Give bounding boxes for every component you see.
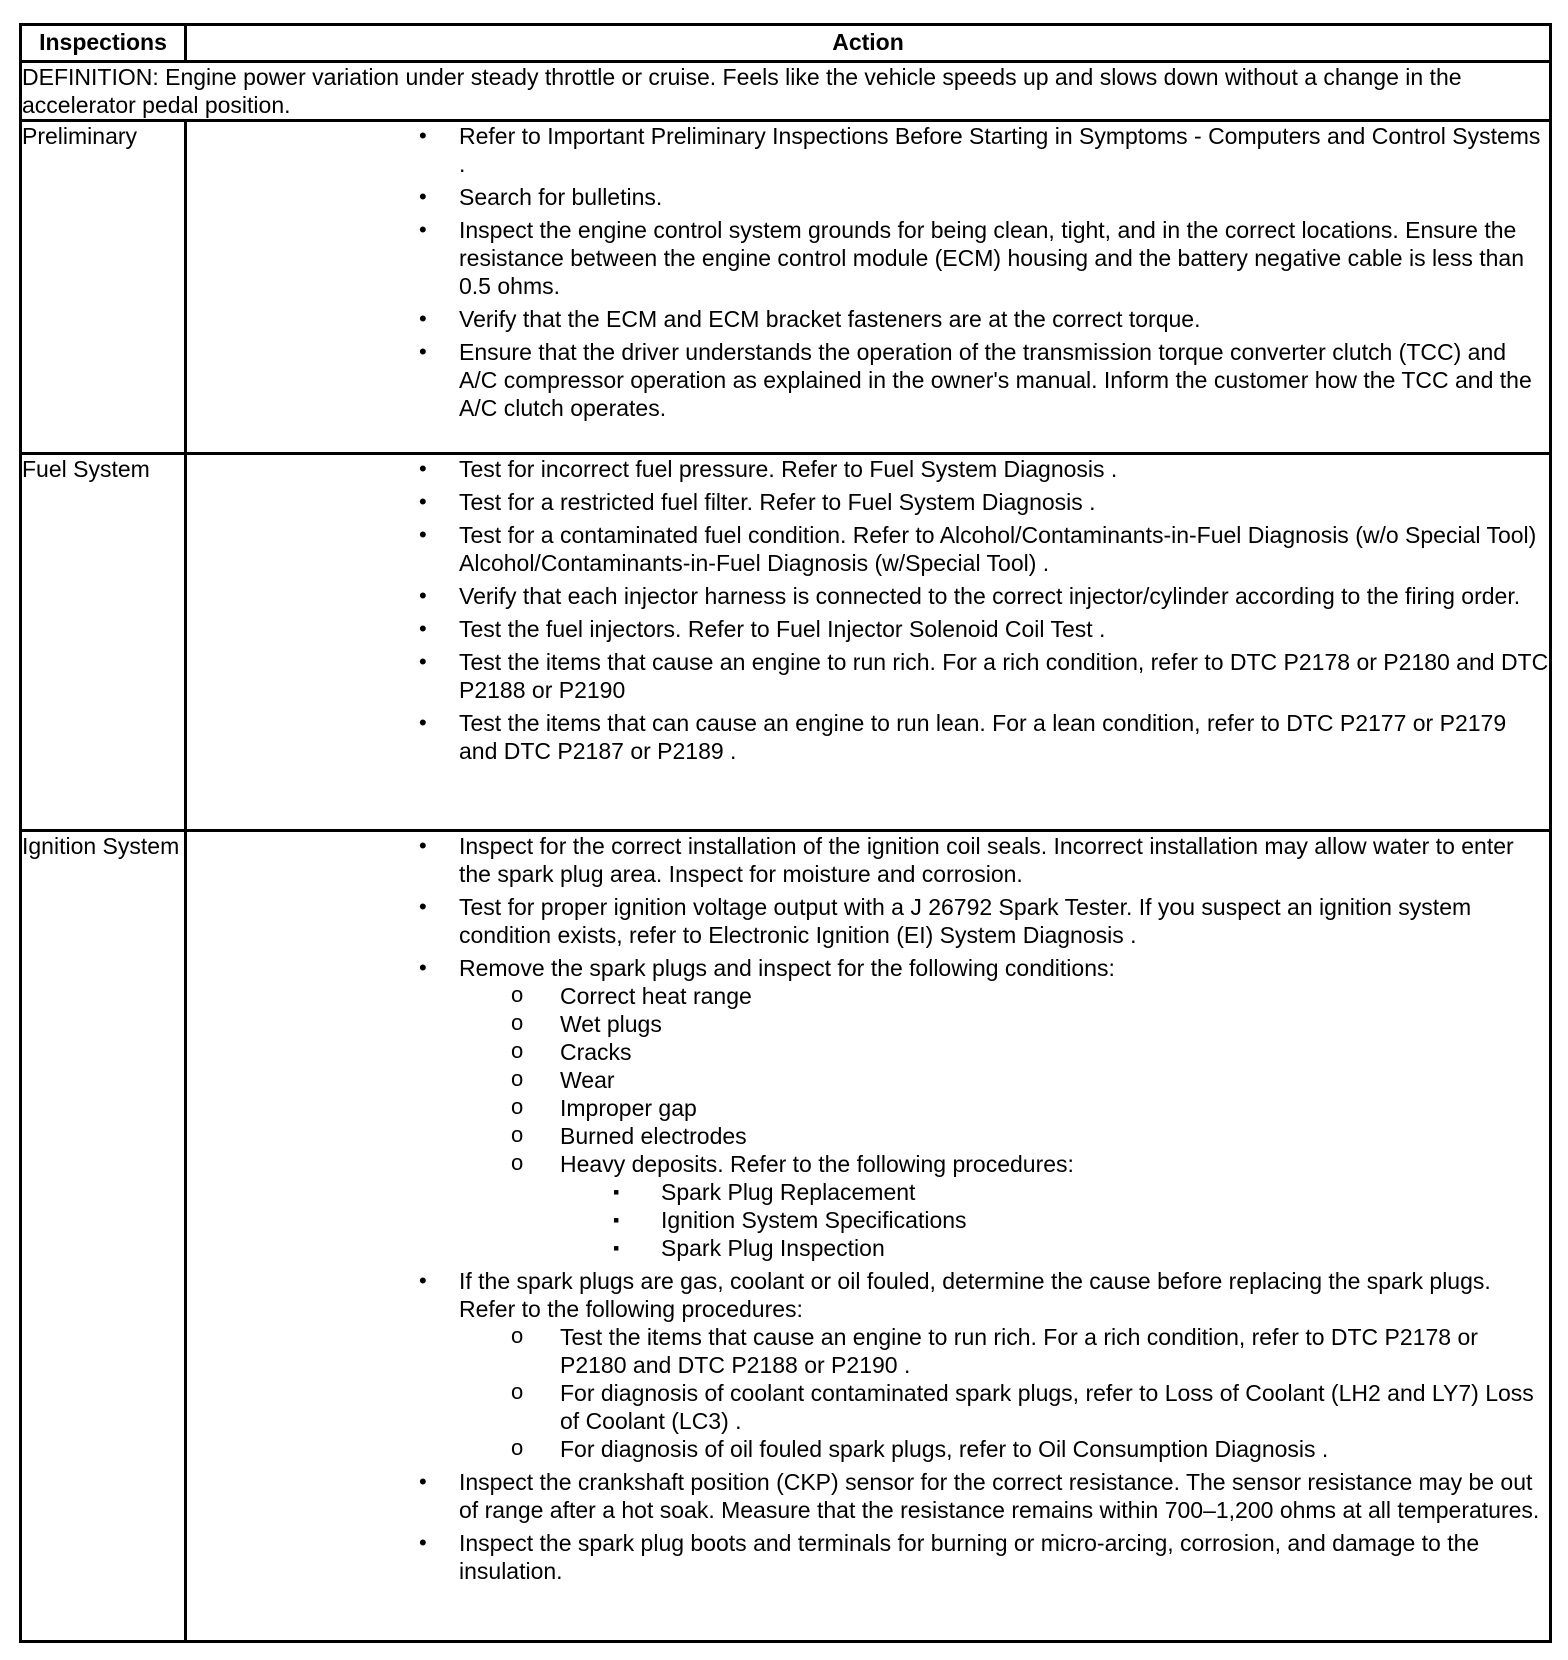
bullet-marker: ▪ bbox=[613, 1210, 620, 1230]
sub-list bbox=[459, 982, 1549, 1262]
action-item bbox=[187, 1267, 1549, 1463]
sub-item bbox=[459, 1150, 1549, 1262]
row-ignition-system bbox=[21, 831, 1551, 1642]
inspection-name: Preliminary bbox=[21, 121, 186, 454]
sub-item bbox=[459, 1038, 1549, 1066]
item-text: Wet plugs bbox=[560, 1011, 662, 1037]
action-item bbox=[187, 954, 1549, 1262]
item-text: Improper gap bbox=[560, 1095, 697, 1121]
item-text: Test the fuel injectors. Refer to Fuel Injector Solenoid Coil Test . bbox=[459, 616, 1106, 642]
sub-item bbox=[459, 1435, 1549, 1463]
item-text: Test for incorrect fuel pressure. Refer to Fuel System Diagnosis . bbox=[459, 456, 1118, 482]
sub-item bbox=[459, 982, 1549, 1010]
action-item bbox=[187, 1468, 1549, 1524]
bullet-marker: o bbox=[511, 1379, 524, 1404]
item-text: Heavy deposits. Refer to the following procedures: bbox=[560, 1151, 1074, 1177]
action-item bbox=[187, 615, 1549, 643]
action-item bbox=[187, 183, 1549, 211]
item-text: Ignition System Specifications bbox=[661, 1207, 967, 1233]
action-item bbox=[187, 521, 1549, 577]
sub-item bbox=[459, 1010, 1549, 1038]
action-item bbox=[187, 1529, 1549, 1585]
item-text: Inspect the engine control system grounds for being clean, tight, and in the correct locations. Ensure the resistance between the engine control module (ECM) housing and the battery negative cable is less than 0.5 ohms. bbox=[459, 217, 1525, 299]
item-text: Cracks bbox=[560, 1039, 632, 1065]
item-text: For diagnosis of coolant contaminated spark plugs, refer to Loss of Coolant (LH2 and LY7) Loss of Coolant (LC3) . bbox=[560, 1380, 1534, 1434]
bullet-marker: • bbox=[419, 583, 427, 608]
inspections-table bbox=[19, 23, 1552, 1643]
header-inspections: Inspections bbox=[21, 25, 186, 62]
bullet-marker: • bbox=[419, 616, 427, 641]
action-item bbox=[187, 216, 1549, 300]
sub-item bbox=[459, 1323, 1549, 1379]
sub-item bbox=[459, 1379, 1549, 1435]
action-item bbox=[187, 488, 1549, 516]
sub-list bbox=[560, 1178, 1549, 1262]
item-text: Spark Plug Replacement bbox=[661, 1179, 916, 1205]
action-item bbox=[187, 338, 1549, 422]
action-item bbox=[187, 455, 1549, 483]
inspection-name: Fuel System bbox=[21, 454, 186, 831]
bullet-marker: ▪ bbox=[613, 1182, 620, 1202]
item-text: Wear bbox=[560, 1067, 615, 1093]
item-text: Spark Plug Inspection bbox=[661, 1235, 885, 1261]
row-preliminary bbox=[21, 121, 1551, 454]
document bbox=[19, 23, 1549, 1643]
item-text: Correct heat range bbox=[560, 983, 752, 1009]
bullet-marker: o bbox=[511, 1435, 524, 1460]
bullet-marker: • bbox=[419, 123, 427, 148]
item-text: Test for a contaminated fuel condition. Refer to Alcohol/Contaminants-in-Fuel Diagnosis (w/o Special Tool) Alcohol/Contaminants-in-Fuel Diagnosis (w/Special Tool) . bbox=[459, 522, 1537, 576]
item-text: Test the items that can cause an engine to run lean. For a lean condition, refer to DTC P2177 or P2179 and DTC P2187 or P2189 . bbox=[459, 710, 1507, 764]
sub-item bbox=[459, 1122, 1549, 1150]
bullet-marker: o bbox=[511, 982, 524, 1007]
item-text: Inspect the spark plug boots and terminals for burning or micro-arcing, corrosion, and damage to the insulation. bbox=[459, 1530, 1480, 1584]
bullet-marker: o bbox=[511, 1038, 524, 1063]
sub-item bbox=[560, 1178, 1549, 1206]
sub-list bbox=[459, 1323, 1549, 1463]
bullet-marker: o bbox=[511, 1094, 524, 1119]
item-text: Burned electrodes bbox=[560, 1123, 747, 1149]
item-text: Test the items that cause an engine to run rich. For a rich condition, refer to DTC P2178 or P2180 and DTC P2188 or P2190 bbox=[459, 649, 1549, 703]
action-list bbox=[187, 455, 1549, 765]
action-item bbox=[187, 648, 1549, 704]
bullet-marker: • bbox=[419, 339, 427, 364]
bullet-marker: • bbox=[419, 306, 427, 331]
item-text: Verify that the ECM and ECM bracket fasteners are at the correct torque. bbox=[459, 306, 1201, 332]
bullet-marker: • bbox=[419, 522, 427, 547]
action-cell bbox=[186, 831, 1551, 1642]
action-item bbox=[187, 709, 1549, 765]
sub-item bbox=[459, 1066, 1549, 1094]
item-text: Inspect for the correct installation of the ignition coil seals. Incorrect installation may allow water to enter the spark plug area. Inspect for moisture and corrosion. bbox=[459, 833, 1514, 887]
bullet-marker: • bbox=[419, 955, 427, 980]
bullet-marker: o bbox=[511, 1323, 524, 1348]
bullet-marker: • bbox=[419, 649, 427, 674]
action-item bbox=[187, 893, 1549, 949]
bullet-marker: • bbox=[419, 833, 427, 858]
bullet-marker: • bbox=[419, 894, 427, 919]
bullet-marker: • bbox=[419, 1268, 427, 1293]
action-item bbox=[187, 305, 1549, 333]
bullet-marker: o bbox=[511, 1150, 524, 1175]
action-cell bbox=[186, 121, 1551, 454]
action-item bbox=[187, 582, 1549, 610]
item-text: Refer to Important Preliminary Inspections Before Starting in Symptoms - Computers and Control Systems . bbox=[459, 123, 1541, 177]
item-text: If the spark plugs are gas, coolant or oil fouled, determine the cause before replacing the spark plugs. Refer to the following procedures: bbox=[459, 1268, 1491, 1322]
action-item bbox=[187, 122, 1549, 178]
item-text: Test for a restricted fuel filter. Refer to Fuel System Diagnosis . bbox=[459, 489, 1096, 515]
bullet-marker: • bbox=[419, 489, 427, 514]
sub-item bbox=[560, 1234, 1549, 1262]
item-text: For diagnosis of oil fouled spark plugs, refer to Oil Consumption Diagnosis . bbox=[560, 1436, 1329, 1462]
bullet-marker: ▪ bbox=[613, 1238, 620, 1258]
action-item bbox=[187, 832, 1549, 888]
bullet-marker: o bbox=[511, 1066, 524, 1091]
item-text: Ensure that the driver understands the operation of the transmission torque converter clutch (TCC) and A/C compressor operation as explained in the owner's manual. Inform the customer how the TCC and the A/C clutch operates. bbox=[459, 339, 1532, 421]
bullet-marker: • bbox=[419, 456, 427, 481]
bullet-marker: • bbox=[419, 217, 427, 242]
bullet-marker: • bbox=[419, 710, 427, 735]
header-row bbox=[21, 25, 1551, 62]
sub-item bbox=[560, 1206, 1549, 1234]
item-text: Test the items that cause an engine to run rich. For a rich condition, refer to DTC P2178 or P2180 and DTC P2188 or P2190 . bbox=[560, 1324, 1478, 1378]
item-text: Inspect the crankshaft position (CKP) sensor for the correct resistance. The sensor resistance may be out of range after a hot soak. Measure that the resistance remains within 700–1,200 ohms at all temperatures. bbox=[459, 1469, 1540, 1523]
bullet-marker: o bbox=[511, 1010, 524, 1035]
item-text: Remove the spark plugs and inspect for the following conditions: bbox=[459, 955, 1115, 981]
bullet-marker: • bbox=[419, 184, 427, 209]
header-action: Action bbox=[186, 25, 1551, 62]
bullet-marker: o bbox=[511, 1122, 524, 1147]
sub-item bbox=[459, 1094, 1549, 1122]
action-list bbox=[187, 832, 1549, 1585]
bullet-marker: • bbox=[419, 1530, 427, 1555]
action-list bbox=[187, 122, 1549, 422]
action-cell bbox=[186, 454, 1551, 831]
item-text: Search for bulletins. bbox=[459, 184, 663, 210]
row-fuel-system bbox=[21, 454, 1551, 831]
bullet-marker: • bbox=[419, 1469, 427, 1494]
item-text: Test for proper ignition voltage output with a J 26792 Spark Tester. If you suspect an ignition system condition exists, refer to Electronic Ignition (EI) System Diagnosis . bbox=[459, 894, 1472, 948]
definition-text: DEFINITION: Engine power variation under steady throttle or cruise. Feels like the vehicle speeds up and slows down without a change in the accelerator pedal position. bbox=[21, 62, 1551, 121]
item-text: Verify that each injector harness is connected to the correct injector/cylinder according to the firing order. bbox=[459, 583, 1521, 609]
inspection-name: Ignition System bbox=[21, 831, 186, 1642]
definition-row bbox=[21, 62, 1551, 121]
